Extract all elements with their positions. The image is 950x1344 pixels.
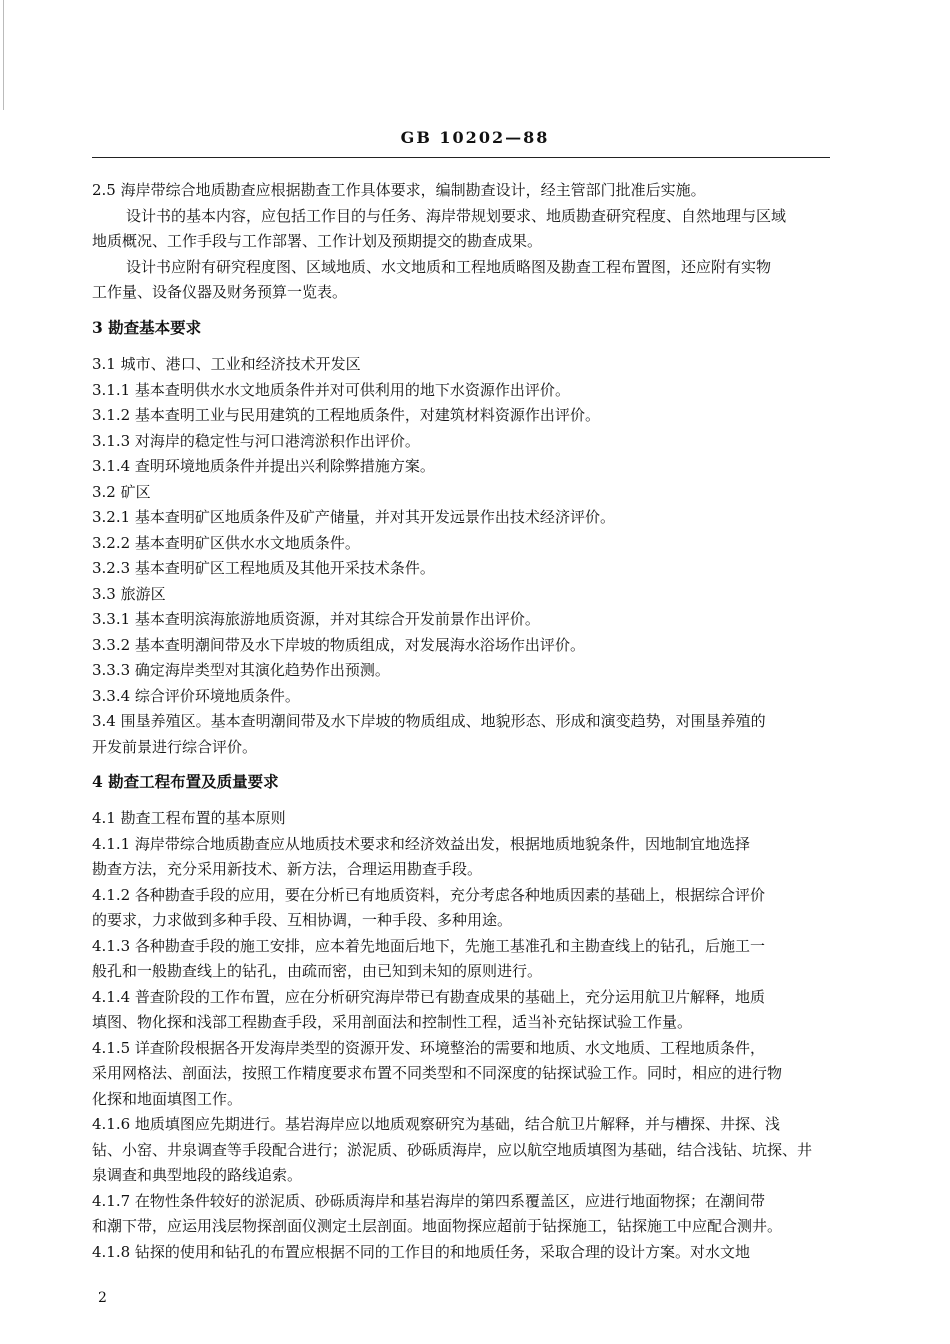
paragraph-line: 设计书应附有研究程度图、区域地质、水文地质和工程地质略图及勘查工程布置图，还应附有实物 — [126, 258, 772, 276]
paragraph-line: 工作量、设备仪器及财务预算一览表。 — [92, 283, 348, 301]
clause-3-2-1: 3.2.1 基本查明矿区地质条件及矿产储量，并对其开发远景作出技术经济评价。 — [92, 508, 615, 526]
clause-3-3-1: 3.3.1 基本查明滨海旅游地质资源，并对其综合开发前景作出评价。 — [92, 610, 540, 628]
paragraph-line: 和潮下带，应运用浅层物探剖面仪测定土层剖面。地面物探应超前于钻探施工，钻探施工中应配合测井。 — [92, 1217, 783, 1235]
paragraph-line: 地质概况、工作手段与工作部署、工作计划及预期提交的勘查成果。 — [92, 232, 543, 250]
clause-4-1-7: 4.1.7 在物性条件较好的淤泥质、砂砾质海岸和基岩海岸的第四系覆盖区，应进行地面物探；在潮间带 — [92, 1192, 765, 1210]
paragraph-line: 化探和地面填图工作。 — [92, 1090, 243, 1108]
clause-4-1-4: 4.1.4 普查阶段的工作布置，应在分析研究海岸带已有勘查成果的基础上，充分运用航卫片解释，地质 — [92, 988, 765, 1006]
paragraph-line: 设计书的基本内容，应包括工作目的与任务、海岸带规划要求、地质勘查研究程度、自然地理与区域 — [126, 207, 787, 225]
clause-3-3-2: 3.3.2 基本查明潮间带及水下岸坡的物质组成，对发展海水浴场作出评价。 — [92, 636, 585, 654]
paragraph-line: 的要求，力求做到多种手段、互相协调，一种手段、多种用途。 — [92, 911, 513, 929]
paragraph-line: 泉调查和典型地段的路线追索。 — [92, 1166, 303, 1184]
clause-3-3: 3.3 旅游区 — [92, 585, 166, 603]
paragraph-line: 填图、物化探和浅部工程勘查手段，采用剖面法和控制性工程，适当补充钻探试验工作量。 — [92, 1013, 693, 1031]
clause-3-1-4: 3.1.4 查明环境地质条件并提出兴利除弊措施方案。 — [92, 457, 435, 475]
page-number: 2 — [98, 1290, 107, 1306]
clause-4-1-1: 4.1.1 海岸带综合地质勘查应从地质技术要求和经济效益出发，根据地质地貌条件，因地制宜地选择 — [92, 835, 750, 853]
clause-4-1-8: 4.1.8 钻探的使用和钻孔的布置应根据不同的工作目的和地质任务，采取合理的设计方案。对水文地 — [92, 1243, 750, 1261]
clause-3-1: 3.1 城市、港口、工业和经济技术开发区 — [92, 355, 361, 373]
clause-4-1-6: 4.1.6 地质填图应先期进行。基岩海岸应以地质观察研究为基础，结合航卫片解释，并与槽探、井探、浅 — [92, 1115, 780, 1133]
clause-3-1-2: 3.1.2 基本查明工业与民用建筑的工程地质条件，对建筑材料资源作出评价。 — [92, 406, 600, 424]
standard-code-header: GB 10202—88 — [400, 128, 550, 147]
paragraph-line: 般孔和一般勘查线上的钻孔，由疏而密，由已知到未知的原则进行。 — [92, 962, 543, 980]
clause-4-1-2: 4.1.2 各种勘查手段的应用，要在分析已有地质资料，充分考虑各种地质因素的基础上，根据综合评价 — [92, 886, 765, 904]
clause-3-2: 3.2 矿区 — [92, 483, 151, 501]
clause-4-1: 4.1 勘查工程布置的基本原则 — [92, 809, 286, 827]
clause-3-3-4: 3.3.4 综合评价环境地质条件。 — [92, 687, 300, 705]
clause-3-1-1: 3.1.1 基本查明供水水文地质条件并对可供利用的地下水资源作出评价。 — [92, 381, 570, 399]
clause-4-1-3: 4.1.3 各种勘查手段的施工安排，应本着先地面后地下，先施工基准孔和主勘查线上的钻孔，后施工一 — [92, 937, 765, 955]
clause-3-4: 3.4 围垦养殖区。基本查明潮间带及水下岸坡的物质组成、地貌形态、形成和演变趋势，对围垦养殖的 — [92, 712, 766, 730]
paragraph-line: 采用网格法、剖面法，按照工作精度要求布置不同类型和不同深度的钻探试验工作。同时，相应的进行物 — [92, 1064, 783, 1082]
clause-3-3-3: 3.3.3 确定海岸类型对其演化趋势作出预测。 — [92, 661, 390, 679]
clause-4-1-5: 4.1.5 详查阶段根据各开发海岸类型的资源开发、环境整治的需要和地质、水文地质、工程地质条件， — [92, 1039, 765, 1057]
clause-3-2-2: 3.2.2 基本查明矿区供水水文地质条件。 — [92, 534, 360, 552]
clause-3-2-3: 3.2.3 基本查明矿区工程地质及其他开采技术条件。 — [92, 559, 435, 577]
scan-edge — [3, 0, 4, 110]
header-rule — [92, 157, 830, 158]
clause-3-1-3: 3.1.3 对海岸的稳定性与河口港湾淤积作出评价。 — [92, 432, 420, 450]
clause-2-5: 2.5 海岸带综合地质勘查应根据勘查工作具体要求，编制勘查设计，经主管部门批准后实施。 — [92, 181, 706, 199]
paragraph-line: 钻、小窑、井泉调查等手段配合进行；淤泥质、砂砾质海岸，应以航空地质填图为基础，结合浅钻、坑探、井 — [92, 1141, 813, 1159]
section-3-heading: 3 勘查基本要求 — [92, 318, 202, 337]
paragraph-line: 勘查方法，充分采用新技术、新方法，合理运用勘查手段。 — [92, 860, 483, 878]
section-4-heading: 4 勘查工程布置及质量要求 — [92, 772, 279, 791]
paragraph-line: 开发前景进行综合评价。 — [92, 738, 258, 756]
